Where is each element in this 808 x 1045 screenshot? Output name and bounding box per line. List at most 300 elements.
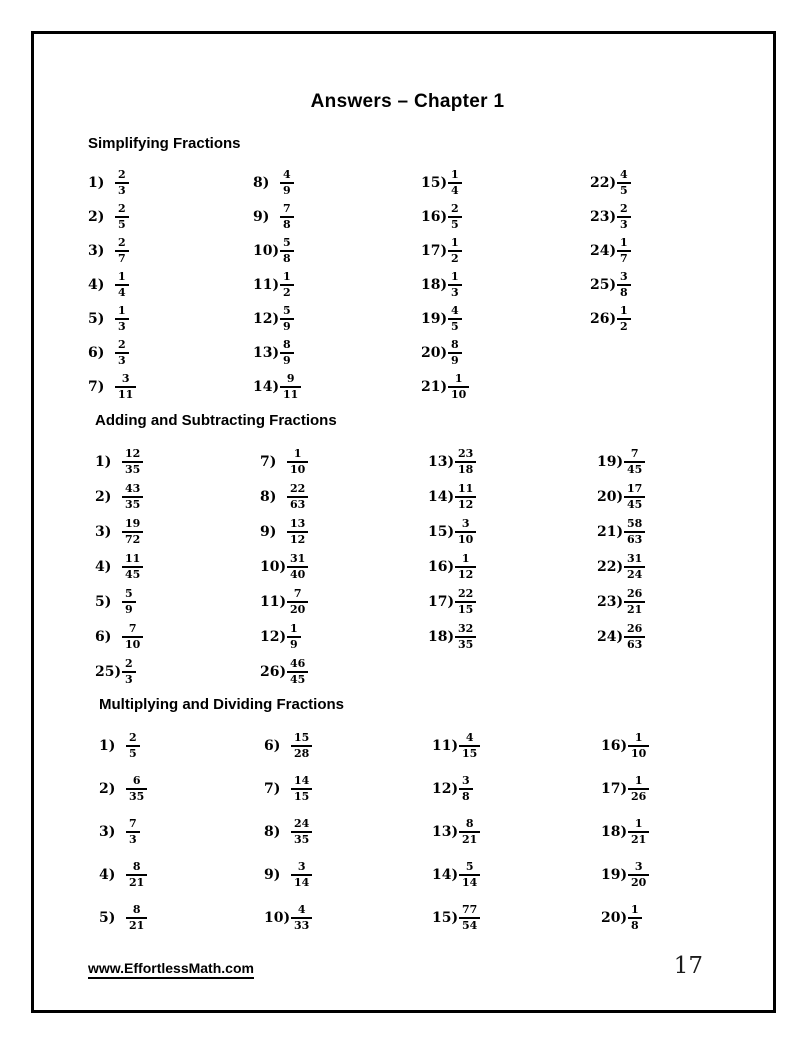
fraction [122, 588, 136, 616]
fraction-numerator: 58 [624, 518, 645, 533]
answer-number: 4) [99, 866, 116, 883]
answer-item [253, 234, 421, 268]
answer-number: 1) [88, 175, 105, 191]
answer-item [590, 268, 727, 302]
answer-item [88, 370, 253, 404]
fraction-denominator: 21 [129, 875, 145, 889]
page-content [34, 34, 773, 979]
answers-column [428, 444, 597, 689]
fraction [280, 339, 294, 367]
fraction [122, 448, 143, 476]
fraction [126, 775, 147, 803]
fraction-numerator: 14 [291, 775, 312, 790]
fraction-denominator: 2 [451, 252, 459, 265]
fraction-denominator: 3 [118, 320, 126, 333]
fraction-numerator: 43 [122, 483, 143, 498]
fraction-numerator: 26 [624, 623, 645, 638]
answer-item [253, 200, 421, 234]
answer-item [260, 584, 428, 619]
fraction [448, 339, 462, 367]
fraction-numerator: 4 [291, 904, 312, 919]
fraction-numerator: 1 [280, 271, 294, 286]
answers-grid [88, 166, 727, 404]
fraction-denominator: 4 [451, 184, 459, 197]
answer-number: 20) [601, 909, 628, 926]
fraction-denominator: 9 [290, 637, 298, 651]
fraction [455, 588, 476, 616]
fraction-numerator: 3 [455, 518, 476, 533]
answer-item [264, 767, 432, 810]
fraction [448, 203, 462, 231]
fraction-denominator: 63 [627, 637, 643, 651]
fraction [448, 373, 469, 401]
answer-item [597, 444, 727, 479]
answer-number: 19) [601, 866, 628, 883]
answer-number: 19) [597, 453, 624, 470]
page-border [31, 31, 776, 1013]
fraction-numerator: 7 [126, 818, 140, 833]
fraction-denominator: 3 [118, 354, 126, 367]
fraction-denominator: 9 [283, 354, 291, 367]
answer-item [601, 724, 727, 767]
answer-number: 7) [264, 780, 281, 797]
answer-number: 16) [601, 737, 628, 754]
fraction [122, 623, 143, 651]
fraction [115, 373, 136, 401]
fraction-numerator: 1 [287, 623, 301, 638]
fraction [291, 818, 312, 846]
answers-section [88, 411, 727, 689]
fraction-denominator: 21 [631, 832, 647, 846]
answer-number: 25) [95, 663, 122, 680]
fraction [122, 483, 143, 511]
answer-number: 2) [95, 488, 112, 505]
fraction-numerator: 3 [459, 775, 473, 790]
answer-item [264, 853, 432, 896]
fraction-denominator: 5 [118, 218, 126, 231]
answers-column [260, 444, 428, 689]
answer-item [421, 268, 590, 302]
fraction-numerator: 15 [291, 732, 312, 747]
answer-item [99, 896, 264, 939]
answer-number: 10) [264, 909, 291, 926]
answer-number: 6) [88, 345, 105, 361]
fraction-denominator: 10 [458, 532, 474, 546]
fraction-numerator: 5 [280, 237, 294, 252]
answer-item [260, 479, 428, 514]
fraction [115, 271, 129, 299]
answer-item [428, 584, 597, 619]
fraction [624, 623, 645, 651]
fraction-numerator: 1 [628, 732, 649, 747]
fraction [287, 588, 308, 616]
fraction-denominator: 63 [627, 532, 643, 546]
answer-item [260, 514, 428, 549]
answers-column [99, 724, 264, 939]
fraction-numerator: 2 [115, 237, 129, 252]
answer-number: 11) [260, 593, 287, 610]
answers-grid [95, 444, 727, 689]
fraction-denominator: 3 [451, 286, 459, 299]
fraction [291, 904, 312, 932]
answer-item [99, 853, 264, 896]
fraction-numerator: 3 [291, 861, 312, 876]
fraction-numerator: 13 [287, 518, 308, 533]
fraction-denominator: 9 [125, 602, 133, 616]
fraction [115, 305, 129, 333]
answer-item [601, 853, 727, 896]
fraction-denominator: 33 [294, 918, 310, 932]
answer-number: 6) [95, 628, 112, 645]
answers-column [95, 444, 260, 689]
answer-item [88, 200, 253, 234]
answer-item [88, 166, 253, 200]
fraction-numerator: 8 [448, 339, 462, 354]
fraction [287, 483, 308, 511]
answer-number: 15) [432, 909, 459, 926]
answer-number: 12) [432, 780, 459, 797]
answer-item [597, 479, 727, 514]
answer-item [597, 514, 727, 549]
fraction-denominator: 28 [294, 746, 310, 760]
fraction-denominator: 12 [458, 567, 474, 581]
answer-item [95, 514, 260, 549]
fraction [628, 732, 649, 760]
fraction-denominator: 10 [631, 746, 647, 760]
fraction-numerator: 2 [122, 658, 136, 673]
answer-item [432, 724, 601, 767]
fraction-denominator: 45 [627, 497, 643, 511]
answer-number: 22) [590, 175, 617, 191]
fraction-denominator: 5 [620, 184, 628, 197]
fraction-denominator: 10 [451, 388, 467, 401]
fraction [287, 553, 308, 581]
fraction-denominator: 3 [118, 184, 126, 197]
fraction-numerator: 2 [115, 203, 129, 218]
fraction [448, 271, 462, 299]
answers-column [253, 166, 421, 404]
answer-number: 20) [597, 488, 624, 505]
fraction-denominator: 5 [451, 218, 459, 231]
fraction [459, 732, 480, 760]
fraction-denominator: 21 [462, 832, 478, 846]
answer-number: 8) [264, 823, 281, 840]
fraction-denominator: 8 [283, 218, 291, 231]
answer-item [590, 166, 727, 200]
answer-item [597, 584, 727, 619]
fraction-numerator: 7 [624, 448, 645, 463]
answer-item [421, 234, 590, 268]
fraction [455, 483, 476, 511]
fraction-numerator: 5 [459, 861, 480, 876]
answer-item [88, 234, 253, 268]
answer-number: 23) [597, 593, 624, 610]
fraction-denominator: 9 [283, 320, 291, 333]
answer-item [88, 268, 253, 302]
answer-item [95, 549, 260, 584]
fraction-denominator: 2 [283, 286, 291, 299]
fraction-denominator: 35 [125, 462, 141, 476]
fraction-denominator: 18 [458, 462, 474, 476]
fraction [280, 237, 294, 265]
fraction [115, 339, 129, 367]
fraction [122, 553, 143, 581]
fraction [628, 904, 642, 932]
answer-number: 2) [99, 780, 116, 797]
answers-column [590, 166, 727, 404]
fraction [287, 448, 308, 476]
answers-grid [99, 724, 727, 939]
fraction-denominator: 5 [129, 746, 137, 760]
fraction [455, 518, 476, 546]
section-heading: Multiplying and Dividing Fractions [99, 696, 345, 713]
answer-number: 10) [260, 558, 287, 575]
fraction-denominator: 3 [129, 832, 137, 846]
fraction [459, 818, 480, 846]
fraction-denominator: 8 [283, 252, 291, 265]
fraction-denominator: 35 [125, 497, 141, 511]
fraction [459, 904, 480, 932]
answer-number: 9) [260, 523, 277, 540]
fraction-denominator: 15 [458, 602, 474, 616]
fraction-numerator: 2 [126, 732, 140, 747]
fraction-denominator: 3 [620, 218, 628, 231]
fraction-denominator: 4 [118, 286, 126, 299]
fraction-denominator: 14 [294, 875, 310, 889]
fraction [115, 237, 129, 265]
answer-number: 18) [601, 823, 628, 840]
fraction-denominator: 24 [627, 567, 643, 581]
fraction-denominator: 10 [125, 637, 141, 651]
answer-item [95, 619, 260, 654]
page-title: Answers – Chapter 1 [310, 91, 505, 112]
answer-item [264, 724, 432, 767]
answer-item [421, 166, 590, 200]
fraction-numerator: 8 [126, 904, 147, 919]
answer-sections [88, 134, 727, 939]
answer-number: 23) [590, 209, 617, 225]
answers-column [601, 724, 727, 939]
answer-item [264, 896, 432, 939]
answer-item [264, 810, 432, 853]
answers-column [421, 166, 590, 404]
fraction-numerator: 7 [280, 203, 294, 218]
fraction-numerator: 2 [448, 203, 462, 218]
answer-number: 13) [428, 453, 455, 470]
fraction-numerator: 6 [126, 775, 147, 790]
answer-item [260, 654, 428, 689]
fraction-numerator: 5 [280, 305, 294, 320]
fraction-denominator: 21 [627, 602, 643, 616]
fraction-numerator: 46 [287, 658, 308, 673]
answer-number: 7) [260, 453, 277, 470]
fraction-denominator: 35 [129, 789, 145, 803]
answer-number: 14) [253, 379, 280, 395]
answer-number: 17) [421, 243, 448, 259]
answer-item [421, 370, 590, 404]
fraction [448, 305, 462, 333]
fraction-numerator: 1 [628, 775, 649, 790]
fraction-numerator: 1 [115, 271, 129, 286]
fraction-denominator: 7 [620, 252, 628, 265]
fraction [126, 732, 140, 760]
answer-item [253, 268, 421, 302]
fraction-numerator: 4 [459, 732, 480, 747]
fraction-denominator: 26 [631, 789, 647, 803]
answer-number: 12) [260, 628, 287, 645]
answer-item [601, 810, 727, 853]
section-heading: Simplifying Fractions [88, 135, 241, 152]
fraction-numerator: 32 [455, 623, 476, 638]
answer-item [260, 619, 428, 654]
fraction [126, 904, 147, 932]
answer-number: 12) [253, 311, 280, 327]
answer-number: 3) [88, 243, 105, 259]
fraction-denominator: 35 [294, 832, 310, 846]
answer-item [99, 767, 264, 810]
answer-item [88, 336, 253, 370]
fraction-denominator: 11 [118, 388, 134, 401]
fraction-denominator: 21 [129, 918, 145, 932]
answer-number: 21) [421, 379, 448, 395]
answer-number: 3) [99, 823, 116, 840]
fraction-numerator: 1 [115, 305, 129, 320]
answer-number: 1) [99, 737, 116, 754]
answer-number: 9) [253, 209, 270, 225]
fraction-numerator: 12 [122, 448, 143, 463]
answer-item [432, 853, 601, 896]
fraction [287, 623, 301, 651]
fraction-numerator: 4 [280, 169, 294, 184]
fraction [624, 448, 645, 476]
fraction [448, 169, 462, 197]
answer-number: 7) [88, 379, 105, 395]
answer-item [253, 370, 421, 404]
answer-item [260, 549, 428, 584]
fraction [455, 553, 476, 581]
fraction-numerator: 4 [617, 169, 631, 184]
fraction-numerator: 1 [617, 237, 631, 252]
answer-item [95, 654, 260, 689]
fraction-denominator: 8 [462, 789, 470, 803]
fraction-numerator: 5 [122, 588, 136, 603]
answer-item [601, 896, 727, 939]
answer-item [253, 336, 421, 370]
answer-number: 19) [421, 311, 448, 327]
fraction [624, 483, 645, 511]
fraction-numerator: 4 [448, 305, 462, 320]
answer-item [432, 896, 601, 939]
answer-number: 26) [260, 663, 287, 680]
answer-number: 4) [95, 558, 112, 575]
answer-item [428, 549, 597, 584]
fraction [115, 203, 129, 231]
fraction-numerator: 17 [624, 483, 645, 498]
answer-item [253, 166, 421, 200]
fraction [291, 732, 312, 760]
fraction-denominator: 20 [631, 875, 647, 889]
answer-item [260, 444, 428, 479]
fraction-numerator: 1 [455, 553, 476, 568]
fraction-numerator: 3 [115, 373, 136, 388]
answer-number: 5) [99, 909, 116, 926]
fraction-numerator: 2 [617, 203, 631, 218]
answer-number: 3) [95, 523, 112, 540]
fraction-numerator: 2 [115, 339, 129, 354]
answer-number: 18) [428, 628, 455, 645]
answer-item [421, 336, 590, 370]
fraction-numerator: 8 [126, 861, 147, 876]
answer-number: 8) [260, 488, 277, 505]
answer-item [428, 619, 597, 654]
answer-number: 22) [597, 558, 624, 575]
answer-number: 2) [88, 209, 105, 225]
answer-number: 11) [253, 277, 280, 293]
answer-number: 15) [421, 175, 448, 191]
answers-section [88, 134, 727, 404]
fraction-denominator: 8 [631, 918, 639, 932]
answer-number: 26) [590, 311, 617, 327]
answer-number: 14) [428, 488, 455, 505]
fraction-numerator: 11 [122, 553, 143, 568]
fraction-denominator: 45 [290, 672, 306, 686]
answer-number: 11) [432, 737, 459, 754]
fraction-numerator: 24 [291, 818, 312, 833]
fraction [628, 775, 649, 803]
answer-item [590, 234, 727, 268]
answers-column [264, 724, 432, 939]
answer-number: 6) [264, 737, 281, 754]
answer-number: 5) [88, 311, 105, 327]
fraction [628, 861, 649, 889]
answer-item [428, 479, 597, 514]
fraction-denominator: 3 [125, 672, 133, 686]
fraction [280, 373, 301, 401]
answer-number: 16) [421, 209, 448, 225]
fraction-numerator: 1 [628, 904, 642, 919]
answer-number: 8) [253, 175, 270, 191]
fraction [628, 818, 649, 846]
fraction-denominator: 10 [290, 462, 306, 476]
fraction [280, 271, 294, 299]
fraction-numerator: 1 [448, 271, 462, 286]
fraction-denominator: 45 [627, 462, 643, 476]
answers-column [88, 166, 253, 404]
answer-number: 4) [88, 277, 105, 293]
fraction-numerator: 23 [455, 448, 476, 463]
answer-item [597, 619, 727, 654]
fraction-numerator: 2 [115, 169, 129, 184]
fraction [280, 305, 294, 333]
fraction-denominator: 15 [462, 746, 478, 760]
answer-item [428, 514, 597, 549]
answer-number: 18) [421, 277, 448, 293]
page-number: 17 [673, 953, 703, 979]
answer-item [421, 302, 590, 336]
fraction-numerator: 7 [287, 588, 308, 603]
website-link[interactable]: www.EffortlessMath.com [88, 960, 254, 979]
fraction [122, 518, 143, 546]
fraction [455, 623, 476, 651]
fraction [280, 169, 294, 197]
fraction [459, 861, 480, 889]
fraction [448, 237, 462, 265]
fraction [617, 169, 631, 197]
fraction-denominator: 45 [125, 567, 141, 581]
fraction-denominator: 12 [458, 497, 474, 511]
fraction [291, 775, 312, 803]
answer-number: 13) [253, 345, 280, 361]
